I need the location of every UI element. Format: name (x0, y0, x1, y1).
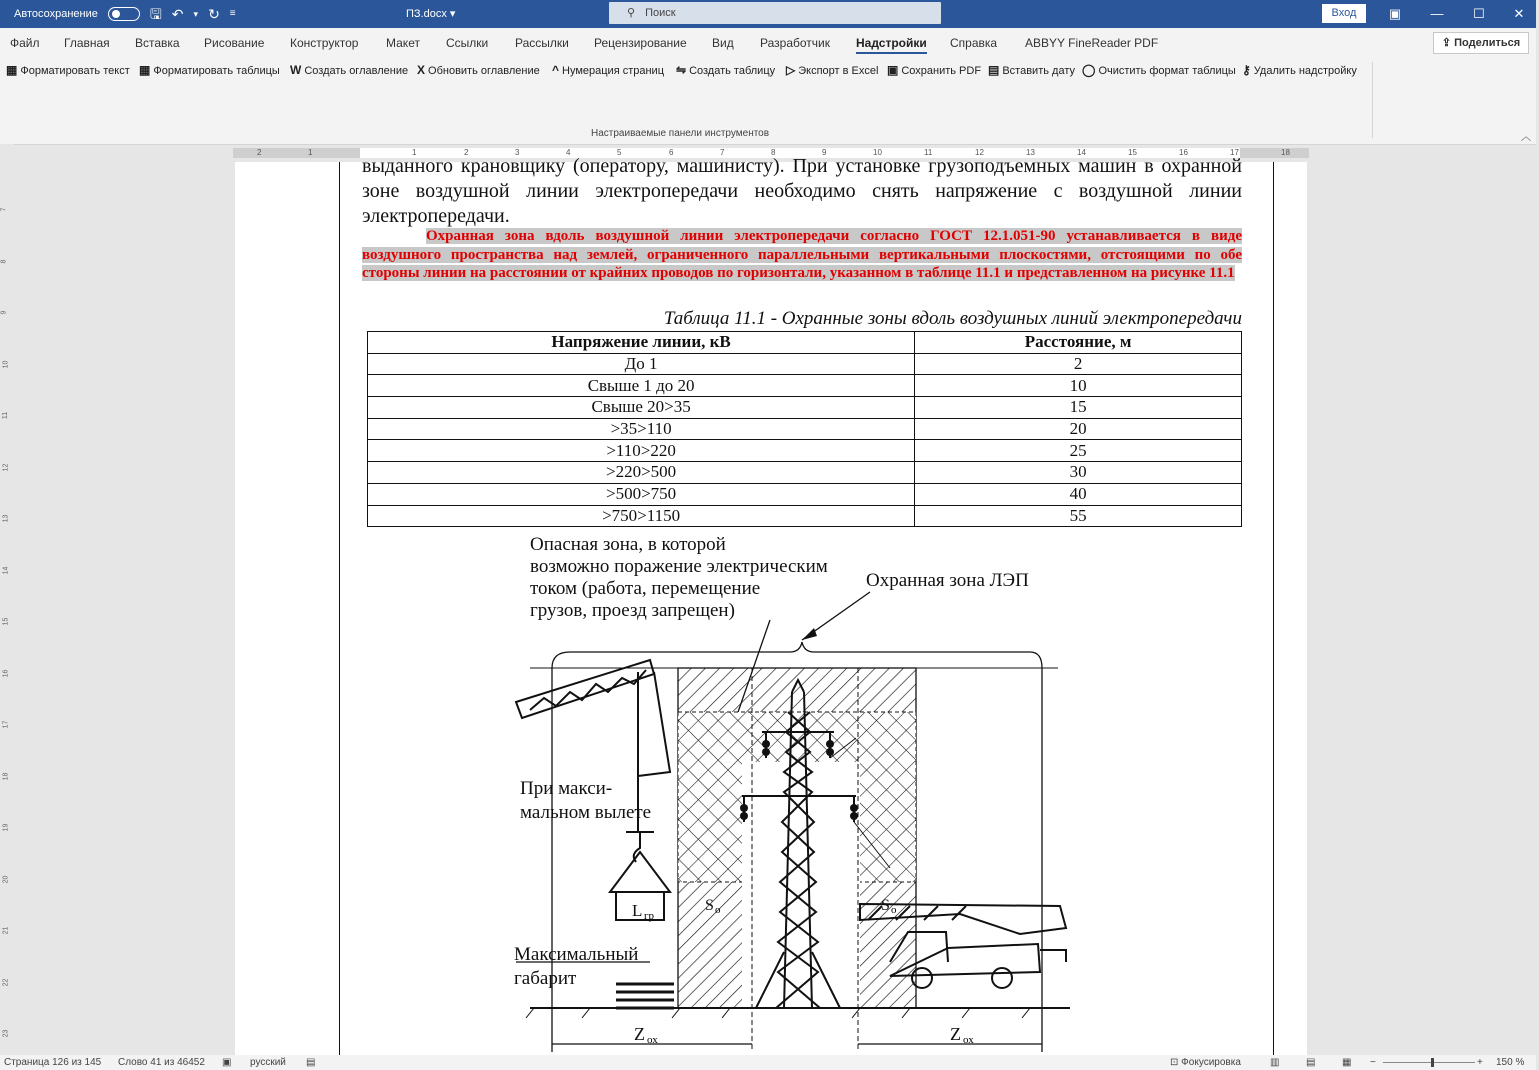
ribbon-button[interactable] (552, 60, 664, 80)
ribbon-button-label: Очистить формат таблицы (1098, 65, 1236, 77)
status-bar (0, 1055, 1536, 1070)
search-input[interactable]: ⚲ Поиск (609, 2, 941, 24)
search-icon: ⚲ (627, 7, 636, 19)
table-cell[interactable]: 2 (915, 353, 1242, 375)
ruler-mark: 17 (2, 720, 10, 729)
collapse-ribbon-icon[interactable]: ︿ (1521, 132, 1531, 143)
ruler-mark: 10 (873, 148, 882, 157)
ruler-mark: 1 (308, 148, 313, 157)
table-row[interactable] (368, 440, 1242, 462)
table-cell[interactable]: Свыше 20>35 (368, 397, 915, 419)
ribbon-button-label: Создать оглавление (304, 65, 409, 77)
menu-tab[interactable]: Надстройки (856, 28, 927, 58)
subscript-label: ох (647, 1034, 658, 1046)
focus-mode-button[interactable]: ⊡ Фокусировка (1170, 1057, 1241, 1068)
protect-zone-label: Охранная зона ЛЭП (866, 570, 1029, 591)
arrow-head (802, 628, 817, 640)
s-label: S (881, 897, 890, 914)
table-header: Напряжение линии, кВ (368, 332, 915, 354)
z-label: Z (950, 1024, 961, 1044)
body-paragraph[interactable]: выданного крановщику (оператору, машинисту). При установке грузоподъемных машин в охранной зоне воздушной линии электропередачи необходимо снять напряжение с воздушной линии электропередачи. (362, 155, 1242, 227)
danger-zone-label: током (работа, перемещение (530, 578, 761, 599)
ribbon-button-label: Экспорт в Excel (798, 65, 879, 77)
ribbon-button-label: Форматировать текст (20, 65, 130, 77)
menu-bar (0, 28, 1536, 58)
subscript-label: гр (644, 910, 655, 922)
menu-tab[interactable]: Ссылки (446, 36, 489, 50)
language-indicator[interactable]: русский (250, 1057, 286, 1068)
menu-tab[interactable]: Файл (10, 36, 40, 50)
left-margin-line (339, 162, 340, 1055)
ruler-mark: 11 (924, 148, 933, 157)
menu-tab[interactable]: Разработчик (760, 36, 830, 50)
ribbon-button[interactable] (417, 60, 540, 80)
table-caption[interactable]: Таблица 11.1 - Охранные зоны вдоль воздушных линий электропередачи (663, 308, 1242, 329)
ribbon-button-label: Создать таблицу (689, 65, 776, 77)
ruler-mark: 8 (771, 148, 776, 157)
red-paragraph[interactable]: Охранная зона вдоль воздушной линии электропередачи согласно ГОСТ 12.1.051-90 устанавливается в виде воздушного пространства над землей, ограниченного параллельными вертикальными плоскостями, отстоящими по обе стороны линии на расстоянии от крайних проводов по горизонтали, указанном в таблице 11.1 и представленном на рисунке 11.1 (362, 228, 1242, 281)
tower-zone-bg (742, 762, 860, 1008)
table-cell[interactable]: 20 (915, 418, 1242, 440)
ruler-mark: 20 (2, 875, 10, 883)
ribbon-button[interactable] (786, 60, 878, 80)
table-cell[interactable]: >500>750 (368, 483, 915, 505)
save-icon[interactable]: 🖫 (149, 6, 162, 22)
subscript-label: o (891, 904, 897, 916)
ribbon-group-label: Настраиваемые панели инструментов (591, 128, 770, 139)
menu-tab[interactable]: Вид (712, 36, 734, 50)
table-cell[interactable]: 15 (915, 397, 1242, 419)
table-header: Расстояние, м (915, 332, 1242, 354)
max-reach-label: мальном вылете (520, 802, 652, 823)
table-cell[interactable]: До 1 (368, 353, 915, 375)
ribbon-button-label: Сохранить PDF (901, 65, 982, 77)
ruler-mark: 9 (822, 148, 827, 157)
ruler-mark: 6 (669, 148, 674, 157)
ribbon (0, 58, 1536, 145)
autosave-toggle[interactable] (108, 7, 140, 21)
table-cell[interactable]: 55 (915, 505, 1242, 527)
proofing-icon[interactable]: ▣ (222, 1057, 232, 1068)
ruler-mark: 5 (617, 148, 622, 157)
ruler-mark: 16 (2, 669, 10, 677)
danger-zone-label: грузов, проезд запрещен) (530, 600, 735, 621)
danger-zone-label: Опасная зона, в которой (530, 534, 726, 555)
ruler-mark: 19 (2, 823, 10, 832)
ribbon-button-icon: ▦ (6, 63, 18, 77)
share-button[interactable]: ⇪ Поделиться (1433, 32, 1529, 54)
zoom-in-icon[interactable]: + (1477, 1057, 1483, 1068)
menu-tab[interactable]: Макет (386, 36, 420, 50)
word-counter[interactable]: Слово 41 из 46452 (118, 1057, 205, 1068)
right-margin-line (1273, 162, 1274, 1055)
figure-protection-zone[interactable] (514, 532, 1110, 1055)
page-counter[interactable]: Страница 126 из 145 (4, 1057, 102, 1068)
document-name[interactable]: ПЗ.docx ▾ (406, 8, 456, 20)
ruler-mark: 15 (1128, 148, 1137, 157)
ribbon-button-icon: ▤ (988, 63, 1000, 77)
table-cell[interactable]: >35>110 (368, 418, 915, 440)
customize-toolbar-icon[interactable]: ≡ (229, 8, 236, 19)
ruler-mark: 17 (1230, 148, 1239, 157)
ruler-mark: 4 (566, 148, 571, 157)
menu-tab[interactable]: Вставка (135, 36, 180, 50)
table-row[interactable] (368, 375, 1242, 397)
ribbon-button[interactable] (6, 60, 130, 80)
ruler-mark: 18 (1281, 148, 1290, 157)
ruler-mark: 23 (2, 1029, 10, 1038)
menu-tab[interactable]: Главная (64, 36, 110, 50)
undo-icon[interactable]: ↶ (171, 6, 184, 22)
menu-tab[interactable]: Рисование (204, 36, 265, 50)
max-reach-label: При макси- (520, 778, 613, 799)
ruler-mark: 13 (1026, 148, 1035, 157)
ruler-mark: 9 (0, 310, 8, 315)
ruler-mark: 22 (2, 978, 10, 986)
ruler-mark: 13 (2, 514, 10, 523)
ribbon-button[interactable] (139, 60, 280, 80)
table-cell[interactable]: 10 (915, 375, 1242, 397)
max-size-label: габарит (514, 968, 577, 989)
table-cell[interactable]: >220>500 (368, 462, 915, 484)
zoom-level[interactable]: 150 % (1496, 1057, 1525, 1068)
ribbon-button[interactable] (1082, 60, 1236, 80)
ruler-mark: 14 (2, 566, 10, 574)
menu-tab[interactable]: Справка (950, 36, 998, 50)
danger-zone-label: возможно поражение электрическим (530, 556, 828, 577)
ruler-mark: 2 (257, 148, 262, 157)
zoom-slider[interactable] (1383, 1062, 1475, 1063)
menu-tab[interactable]: ABBYY FineReader PDF (1025, 36, 1159, 50)
ribbon-button[interactable] (290, 60, 408, 80)
chevron-down-icon[interactable]: ▾ (193, 9, 199, 19)
table-cell[interactable]: 25 (915, 440, 1242, 462)
ribbon-button-icon: ◯ (1082, 63, 1096, 77)
menu-tab[interactable]: Конструктор (290, 36, 359, 50)
ruler-mark: 18 (2, 772, 10, 780)
ribbon-button-icon: W (290, 63, 302, 77)
login-button[interactable]: Вход (1322, 4, 1366, 23)
redo-icon[interactable]: ↻ (208, 6, 220, 22)
ground-hatch (526, 1008, 1030, 1018)
ruler-mark: 3 (515, 148, 520, 157)
ruler-mark: 15 (2, 617, 10, 626)
table-cell[interactable]: >750>1150 (368, 505, 915, 527)
web-layout-icon[interactable]: ▦ (1342, 1057, 1352, 1068)
table-row[interactable] (368, 505, 1242, 527)
ruler-mark: 21 (2, 926, 10, 935)
s-label: S (705, 897, 714, 914)
menu-tab[interactable]: Рецензирование (594, 36, 687, 50)
table-row[interactable] (368, 483, 1242, 505)
table-row[interactable] (368, 397, 1242, 419)
ribbon-display-icon[interactable]: ▣ (1388, 6, 1402, 21)
table-row[interactable] (368, 462, 1242, 484)
ruler-mark: 12 (2, 463, 10, 471)
ribbon-button-label: Вставить дату (1002, 65, 1075, 77)
subscript-label: ох (963, 1034, 974, 1046)
table-row[interactable] (368, 353, 1242, 375)
ribbon-button[interactable] (887, 60, 981, 80)
ribbon-button-icon: ▷ (786, 63, 796, 77)
read-mode-icon[interactable]: ▥ (1270, 1057, 1280, 1068)
ruler-mark: 8 (0, 259, 8, 263)
print-layout-icon[interactable]: ▤ (1306, 1057, 1316, 1068)
ribbon-separator (1372, 62, 1373, 138)
vertical-ruler[interactable] (0, 144, 14, 1054)
ruler-mark: 12 (975, 148, 984, 157)
ribbon-button-label: Нумерация страниц (562, 65, 665, 77)
ribbon-button-label: Форматировать таблицы (153, 65, 280, 77)
ribbon-button-icon: ^ (552, 63, 560, 77)
ribbon-button[interactable] (1242, 60, 1357, 80)
ruler-mark: 10 (2, 360, 10, 368)
maximize-icon[interactable]: ☐ (1473, 6, 1485, 21)
cargo-stack (616, 984, 674, 1008)
ribbon-button[interactable] (676, 60, 775, 80)
menu-tab[interactable]: Рассылки (515, 36, 569, 50)
ribbon-button-icon: X (417, 63, 426, 77)
ribbon-button-icon: ⇋ (676, 63, 687, 77)
ribbon-button-label: Обновить оглавление (428, 65, 540, 77)
ribbon-button-icon: ▣ (887, 63, 899, 77)
ruler-mark: 7 (0, 207, 8, 212)
max-size-label: Максимальный (514, 944, 639, 965)
ruler-mark: 14 (1077, 148, 1086, 157)
table-cell[interactable]: 40 (915, 483, 1242, 505)
zoom-slider-thumb[interactable] (1431, 1058, 1434, 1067)
ruler-mark: 11 (2, 411, 10, 420)
ribbon-button-label: Удалить надстройку (1253, 65, 1357, 77)
l-label: L (632, 901, 643, 920)
title-bar (0, 0, 1536, 28)
autosave-label: Автосохранение (14, 8, 98, 20)
table-cell[interactable]: Свыше 1 до 20 (368, 375, 915, 397)
ribbon-button[interactable] (988, 60, 1075, 80)
table-cell[interactable]: >110>220 (368, 440, 915, 462)
ruler-mark: 1 (412, 148, 417, 157)
accessibility-icon[interactable]: ▤ (306, 1057, 316, 1068)
document-page[interactable] (235, 155, 1307, 1055)
protection-zone-table[interactable] (367, 331, 1242, 527)
ruler-mark: 2 (464, 148, 469, 157)
close-icon[interactable]: ✕ (1513, 6, 1525, 21)
ribbon-button-icon: ▦ (139, 63, 151, 77)
subscript-label: o (715, 904, 721, 916)
ruler-mark: 16 (1179, 148, 1188, 157)
z-label: Z (634, 1024, 645, 1044)
ribbon-button-icon: ⚷ (1242, 63, 1251, 77)
ruler-mark: 7 (720, 148, 725, 157)
zoom-out-icon[interactable]: − (1370, 1057, 1376, 1068)
table-row[interactable] (368, 418, 1242, 440)
table-cell[interactable]: 30 (915, 462, 1242, 484)
minimize-icon[interactable]: — (1430, 6, 1444, 21)
